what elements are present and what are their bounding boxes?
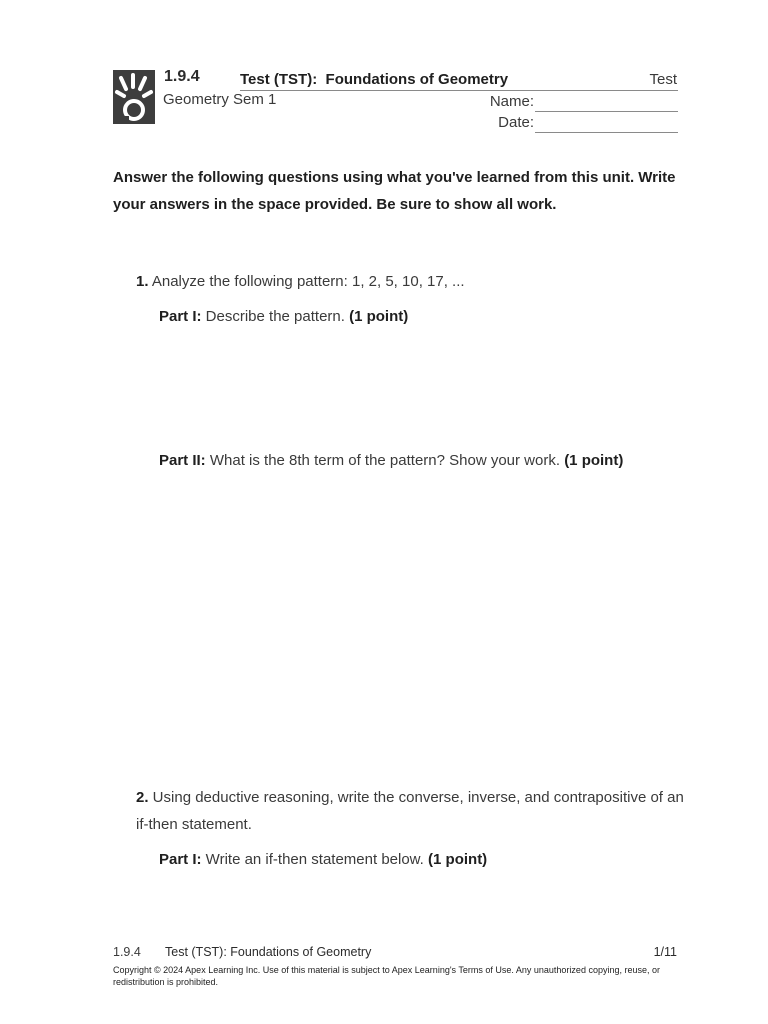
document-title: Test (TST): Foundations of Geometry: [240, 71, 509, 88]
question-text: Analyze the following pattern: 1, 2, 5, 10, 17, ...: [148, 273, 465, 290]
document-type: Test: [649, 71, 677, 88]
question-2-part-1: [159, 851, 487, 868]
copyright-notice: Copyright © 2024 Apex Learning Inc. Use of this material is subject to Apex Learning's Terms of Use. Any unauthorized copying, reuse, or redistribution is prohibited.: [113, 965, 660, 987]
date-label: Date:: [498, 114, 534, 131]
question-number: 1.: [136, 273, 149, 290]
footer-title: Test (TST): Foundations of Geometry: [165, 945, 372, 959]
course-name: Geometry Sem 1: [163, 91, 277, 108]
apex-logo-icon: [113, 70, 155, 124]
page-number: 1/11: [653, 945, 677, 959]
part-label: Part I:: [159, 851, 202, 868]
part-points: (1 point): [349, 308, 409, 325]
part-label: Part I:: [159, 308, 202, 325]
part-text: Describe the pattern.: [201, 308, 350, 325]
part-text: What is the 8th term of the pattern? Show your work.: [205, 452, 565, 469]
question-1-part-1: [159, 308, 408, 325]
instructions: Answer the following questions using what you've learned from this unit. Write your answers in the space provided. Be sure to show all work.: [113, 169, 676, 213]
part-text: Write an if-then statement below.: [201, 851, 429, 868]
part-points: (1 point): [428, 851, 488, 868]
question-text: Using deductive reasoning, write the converse, inverse, and contrapositive of an if-then statement.: [136, 789, 684, 833]
part-points: (1 point): [564, 452, 624, 469]
title-underline: [240, 90, 678, 91]
name-label: Name:: [489, 93, 534, 110]
question-1-part-2: [159, 452, 623, 469]
question-number: 2.: [136, 789, 149, 806]
question-2: [136, 784, 696, 838]
name-field[interactable]: [535, 111, 678, 112]
footer-lesson-number: 1.9.4: [113, 945, 141, 959]
date-field[interactable]: [535, 132, 678, 133]
question-1: [136, 268, 465, 295]
lesson-number: 1.9.4: [164, 68, 200, 85]
part-label: Part II:: [159, 452, 206, 469]
